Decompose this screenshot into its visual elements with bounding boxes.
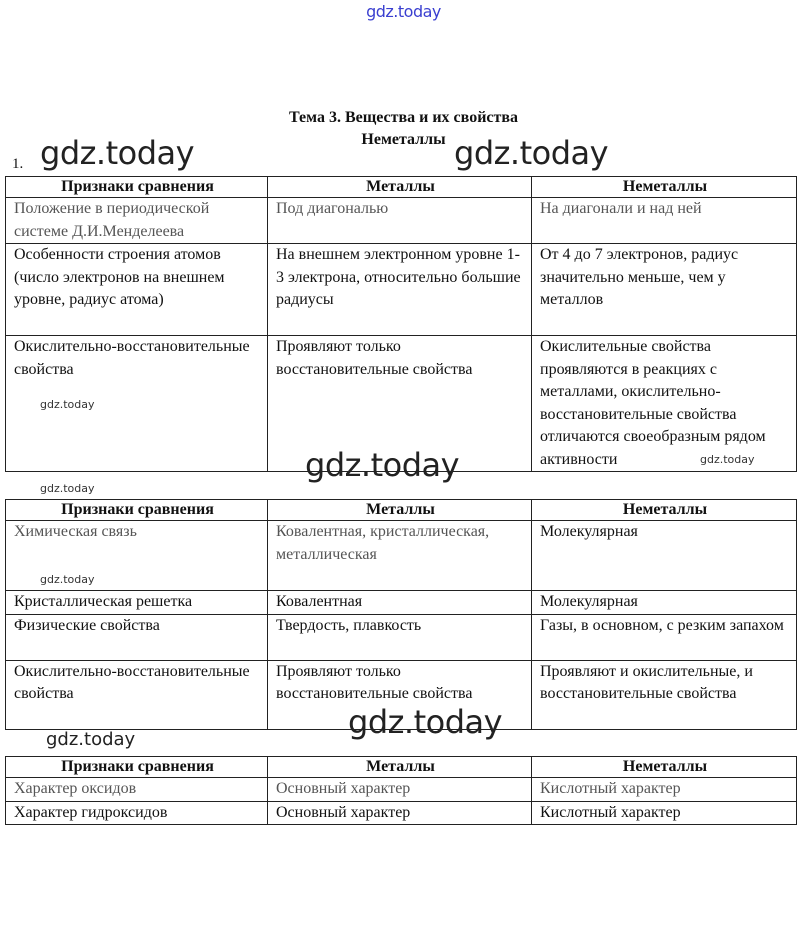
table-cell: От 4 до 7 электронов, радиус значительно меньше, чем у металлов	[532, 244, 797, 336]
header-cell: Металлы	[268, 757, 532, 778]
table-cell: Кислотный характер	[532, 778, 797, 802]
table-cell: Окислительно-восстановительные свойства	[6, 660, 268, 729]
watermark: gdz.today	[40, 482, 95, 495]
table-cell: Под диагональю	[268, 198, 532, 244]
table-cell: Особенности строения атомов (число электронов на внешнем уровне, радиус атома)	[6, 244, 268, 336]
table-row	[6, 801, 797, 825]
table-cell: Ковалентная, кристаллическая, металлическая	[268, 521, 532, 591]
table-header-row	[6, 500, 797, 521]
table-cell: Проявляют только восстановительные свойства	[268, 660, 532, 729]
header-cell: Неметаллы	[532, 757, 797, 778]
table-cell: Ковалентная	[268, 591, 532, 615]
page-title: Тема 3. Вещества и их свойства	[288, 109, 519, 126]
header-cell: Признаки сравнения	[6, 757, 268, 778]
header-cell: Признаки сравнения	[6, 500, 268, 521]
table-cell: Твердость, плавкость	[268, 614, 532, 660]
comparison-table-1	[5, 176, 797, 472]
table-cell: На диагонали и над ней	[532, 198, 797, 244]
table-cell: Окислительно-восстановительные свойства	[6, 336, 268, 472]
table-header-row	[6, 177, 797, 198]
table-row	[6, 614, 797, 660]
watermark: gdz.today	[305, 446, 460, 484]
table-row	[6, 198, 797, 244]
watermark: gdz.today	[348, 703, 503, 741]
watermark: gdz.today	[40, 134, 195, 172]
watermark: gdz.today	[40, 398, 95, 411]
table-cell: Положение в периодической системе Д.И.Менделеева	[6, 198, 268, 244]
table-cell: Физические свойства	[6, 614, 268, 660]
header-cell: Металлы	[268, 500, 532, 521]
table-cell: Основный характер	[268, 801, 532, 825]
watermark: gdz.today	[700, 453, 755, 466]
table-header-row	[6, 757, 797, 778]
comparison-table-2	[5, 499, 797, 730]
table-cell: Кристаллическая решетка	[6, 591, 268, 615]
header-cell: Неметаллы	[532, 177, 797, 198]
table-cell: Проявляют и окислительные, и восстановительные свойства	[532, 660, 797, 729]
table-row	[6, 521, 797, 591]
table-cell: Характер оксидов	[6, 778, 268, 802]
table-cell: Молекулярная	[532, 521, 797, 591]
watermark: gdz.today	[454, 134, 609, 172]
table-cell: Газы, в основном, с резким запахом	[532, 614, 797, 660]
comparison-table-3	[5, 756, 797, 825]
table-cell: Молекулярная	[532, 591, 797, 615]
watermark: gdz.today	[40, 573, 95, 586]
table-row	[6, 778, 797, 802]
top-watermark: gdz.today	[366, 2, 441, 21]
page-subtitle: Неметаллы	[361, 131, 446, 148]
header-cell: Признаки сравнения	[6, 177, 268, 198]
watermark: gdz.today	[46, 729, 136, 750]
table-cell: Кислотный характер	[532, 801, 797, 825]
header-cell: Металлы	[268, 177, 532, 198]
table-cell: Основный характер	[268, 778, 532, 802]
task-number: 1.	[12, 156, 24, 172]
header-cell: Неметаллы	[532, 500, 797, 521]
table-row	[6, 591, 797, 615]
table-cell: Окислительные свойства проявляются в реакциях с металлами, окислительно-восстановительные свойства отличаются своеобразным рядом активности	[532, 336, 797, 472]
table-cell: Проявляют только восстановительные свойства	[268, 336, 532, 472]
table-row	[6, 244, 797, 336]
table-cell: Химическая связь	[6, 521, 268, 591]
table-cell: На внешнем электронном уровне 1-3 электрона, относительно большие радиусы	[268, 244, 532, 336]
table-cell: Характер гидроксидов	[6, 801, 268, 825]
